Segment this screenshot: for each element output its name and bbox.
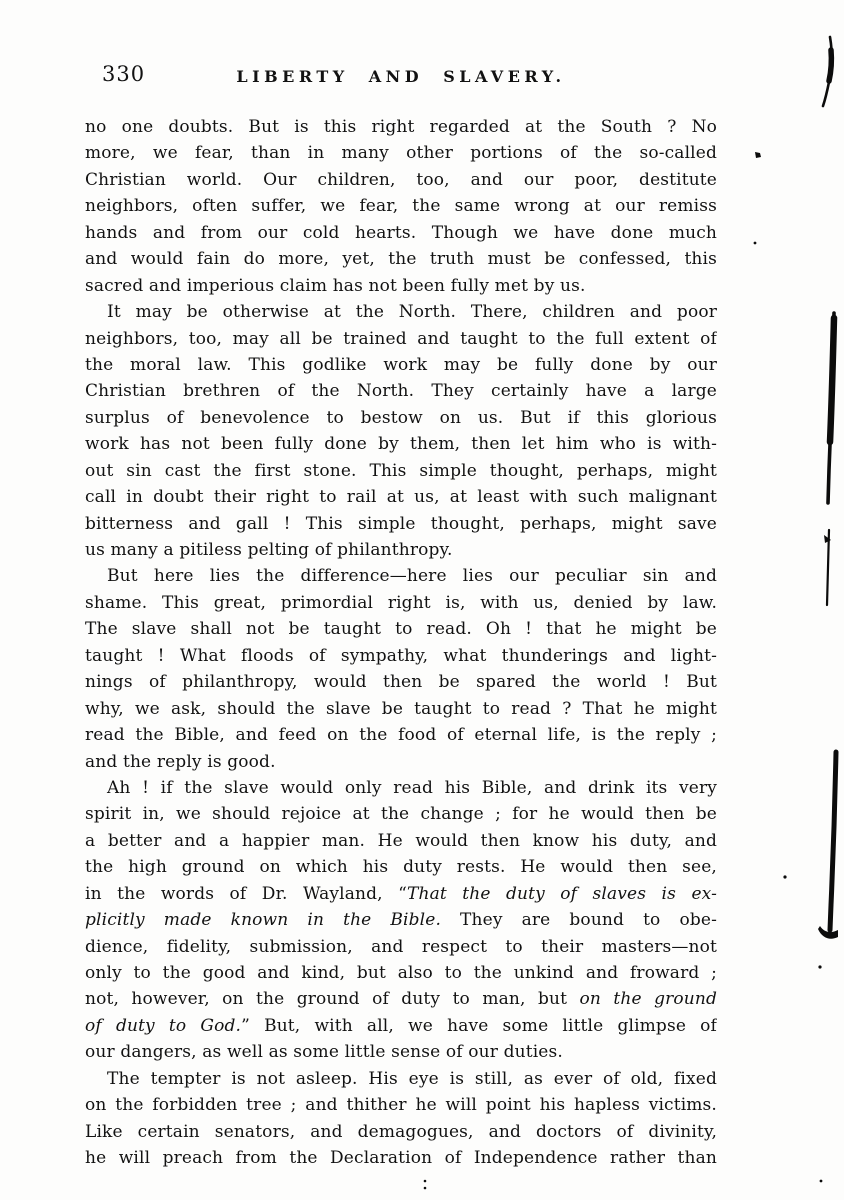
text-line [85, 193, 717, 219]
text-segment: nings of philanthropy, would then be spared the world ! But [85, 672, 717, 693]
text-line [85, 167, 717, 193]
text-segment: neighbors, too, may all be trained and taught to the full extent of [85, 328, 717, 349]
scan-artifact-speck [424, 1180, 427, 1183]
text-segment: shame. This great, primordial right is, with us, denied by law. [85, 592, 717, 613]
scan-artifact-speck [424, 1187, 427, 1190]
text-line [85, 801, 717, 827]
text-line [85, 299, 717, 325]
text-segment: the high ground on which his duty rests. He would then see, [85, 857, 717, 878]
text-line [85, 590, 717, 616]
scan-artifact-stroke [827, 530, 829, 605]
text-line [85, 722, 717, 748]
text-segment: Christian brethren of the North. They certainly have a large [85, 381, 717, 402]
running-head: LIBERTY AND SLAVERY. [236, 67, 566, 86]
scan-artifact-speck [783, 875, 786, 878]
text-line [85, 326, 717, 352]
text-segment: why, we ask, should the slave be taught to read ? That he might [85, 698, 717, 719]
text-segment: more, we fear, than in many other portions of the so-called [85, 143, 717, 164]
scan-artifact-stroke [830, 752, 836, 930]
paragraph [85, 1066, 717, 1172]
text-segment: taught ! What floods of sympathy, what thunderings and light- [85, 645, 717, 666]
scan-artifact-speck [754, 242, 757, 245]
text-line [85, 881, 717, 907]
text-segment: hands and from our cold hearts. Though we have done much [85, 222, 717, 243]
scan-artifact-speck [755, 152, 761, 158]
text-line [85, 405, 717, 431]
text-line [85, 1119, 717, 1145]
text-line [85, 616, 717, 642]
text-line [85, 854, 717, 880]
text-line [85, 484, 717, 510]
text-line [85, 696, 717, 722]
text-line [85, 1145, 717, 1171]
text-segment: read the Bible, and feed on the food of eternal life, is the reply ; [85, 725, 717, 746]
text-line [85, 643, 717, 669]
text-line [85, 934, 717, 960]
italic-text-segment: That the duty of slaves is ex- [406, 883, 717, 904]
scan-artifact-stroke [830, 318, 834, 442]
text-segment: us many a pitiless pelting of philanthropy. [85, 540, 453, 560]
text-line [85, 458, 717, 484]
text-line [85, 140, 717, 166]
scan-artifact-stroke [829, 50, 831, 81]
text-segment: The slave shall not be taught to read. Oh ! that he might be [85, 619, 717, 640]
page-number: 330 [102, 62, 146, 86]
text-line [85, 960, 717, 986]
text-segment: Christian world. Our children, too, and our poor, destitute [85, 169, 717, 190]
text-segment: neighbors, often suffer, we fear, the same wrong at our remiss [85, 196, 717, 217]
text-segment: Like certain senators, and demagogues, and doctors of divinity, [85, 1121, 717, 1142]
text-segment: he will preach from the Declaration of Independence rather than [85, 1148, 717, 1169]
text-line [85, 1013, 717, 1039]
text-segment: sacred and imperious claim has not been fully met by us. [85, 275, 586, 296]
text-segment: spirit in, we should rejoice at the change ; for he would then be [85, 804, 717, 825]
text-segment: not, however, on the ground of duty to man, but [85, 989, 580, 1010]
text-segment: and would fain do more, yet, the truth must be confessed, this [85, 249, 717, 270]
italic-text-segment: of duty to God. [85, 1015, 242, 1036]
scan-artifact-stroke [823, 37, 832, 106]
text-segment: bitterness and gall ! This simple thought, perhaps, might save [85, 513, 717, 534]
scan-artifact-speck [820, 1180, 823, 1183]
text-segment: work has not been fully done by them, then let him who is with- [85, 434, 717, 455]
text-line [85, 1092, 717, 1118]
text-segment: They are bound to obe- [441, 910, 717, 931]
text-segment: our dangers, as well as some little sense of our duties. [85, 1042, 563, 1063]
text-segment: The tempter is not asleep. His eye is still, as ever of old, fixed [107, 1068, 717, 1089]
text-line [85, 749, 717, 775]
text-line [85, 220, 717, 246]
text-line [85, 563, 717, 589]
text-segment: But here lies the difference—here lies our peculiar sin and [107, 566, 717, 587]
text-block [85, 114, 717, 1172]
scan-artifact-speck [824, 535, 831, 543]
paragraph [85, 563, 717, 775]
text-segment: ” But, with all, we have some little glimpse of [241, 1015, 717, 1036]
text-line [85, 1066, 717, 1092]
text-segment: a better and a happier man. He would then know his duty, and [85, 830, 717, 851]
text-line [85, 828, 717, 854]
text-segment: only to the good and kind, but also to the unkind and froward ; [85, 963, 717, 983]
text-segment: surplus of benevolence to bestow on us. But if this glorious [85, 407, 717, 428]
scan-artifact-speck [818, 965, 821, 968]
text-line [85, 378, 717, 404]
text-line [85, 352, 717, 378]
text-segment: Ah ! if the slave would only read his Bible, and drink its very [107, 777, 717, 798]
text-segment: in the words of Dr. Wayland, “ [85, 883, 407, 904]
text-segment: dience, fidelity, submission, and respect to their masters—not [85, 936, 717, 957]
text-segment: the moral law. This godlike work may be fully done by our [85, 354, 717, 375]
scan-artifact-stroke [828, 313, 834, 503]
text-line [85, 775, 717, 801]
paragraph [85, 114, 717, 299]
text-segment: no one doubts. But is this right regarded at the South ? No [85, 117, 717, 137]
paragraph [85, 775, 717, 1066]
text-segment: It may be otherwise at the North. There, children and poor [107, 302, 717, 323]
text-line [85, 907, 717, 933]
text-line [85, 246, 717, 272]
text-line [85, 669, 717, 695]
text-line [85, 273, 717, 299]
text-line [85, 431, 717, 457]
text-segment: call in doubt their right to rail at us, at least with such malignant [85, 487, 717, 508]
text-line [85, 511, 717, 537]
italic-text-segment: on the ground [579, 989, 717, 1010]
paragraph [85, 299, 717, 563]
text-segment: on the forbidden tree ; and thither he will point his hapless victims. [85, 1095, 717, 1116]
text-line [85, 986, 717, 1012]
text-segment: out sin cast the first stone. This simple thought, perhaps, might [85, 460, 717, 481]
text-line [85, 114, 717, 140]
italic-text-segment: plicitly made known in the Bible. [85, 910, 442, 931]
text-segment: and the reply is good. [85, 751, 276, 772]
scan-artifact-hook [818, 926, 838, 939]
text-line [85, 537, 717, 563]
text-line [85, 1039, 717, 1065]
